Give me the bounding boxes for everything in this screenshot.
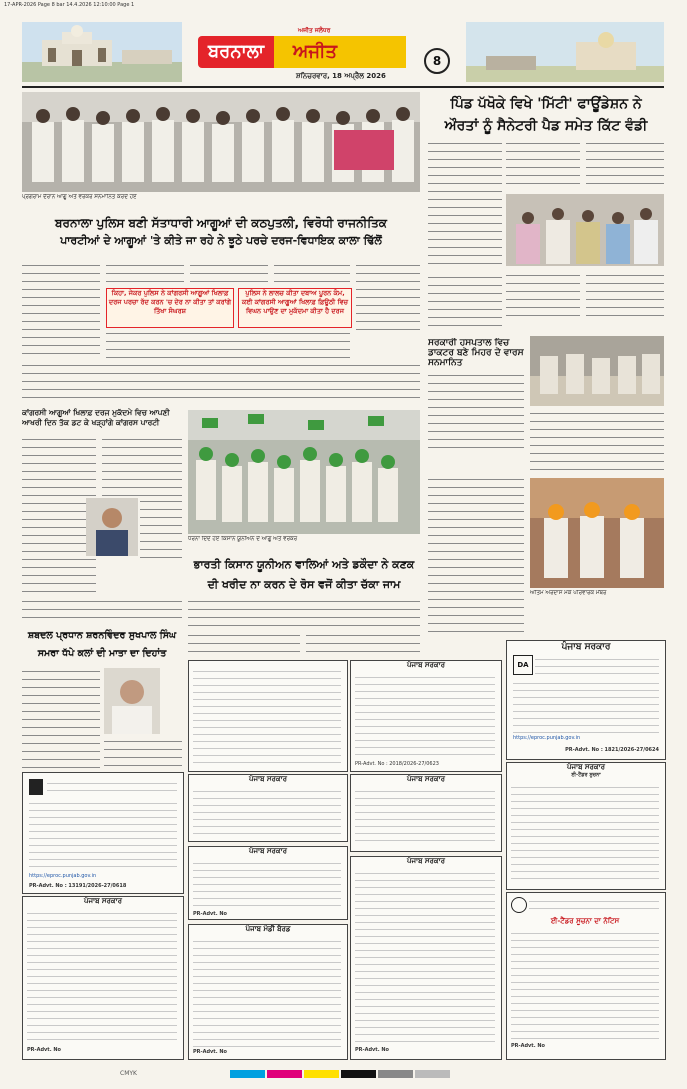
ad-left-bottom-2-ref: PR-Advt. No: [27, 1047, 61, 1053]
ad-mid-2: [188, 846, 348, 920]
seal-icon: [511, 897, 527, 913]
ad-mid-1: [188, 774, 348, 842]
ad-mid-4-lines: [355, 787, 495, 845]
ad-mid-2-lines: [193, 859, 341, 911]
left-mid-col-3: [140, 498, 182, 558]
ad-right-url: https://eproc.punjab.gov.in: [513, 735, 581, 741]
color-registration-bar: [230, 1070, 450, 1078]
right-top-headline-2: ਔਰਤਾਂ ਨੂੰ ਸੈਨੇਟਰੀ ਪੈਡ ਸਮੇਤ ਕਿੱਟ ਵੰਡੀ: [444, 118, 648, 134]
ad-right-3-header-lines: [529, 897, 659, 913]
hospital-headline: ਸਰਕਾਰੀ ਹਸਪਤਾਲ ਵਿਚ ਡਾਕਟਰ ਬਣੇ ਮਿਹਰ ਦੇ ਵਾਰਸ ਸਨਮਾਨਿਤ: [428, 338, 524, 368]
ad-mid-5-title: ਪੰਜਾਬ ਸਰਕਾਰ: [406, 857, 445, 865]
highlight-box-1: ਕਿਹਾ, ਜੇਕਰ ਪੁਲਿਸ ਨੇ ਕਾਂਗਰਸੀ ਆਗੂਆਂ ਖਿਲਾਫ਼ ਦਰਜ ਪਰਚਾ ਰੱਦ ਕਰਨ 'ਚ ਦੇਰ ਨਾ ਕੀਤਾ ਤਾਂ ਕਰਾਂਗੇ ਤਿੱਖਾ ਸੰਘਰਸ਼: [106, 288, 234, 328]
ad-punjab-sarkar-right: [506, 640, 666, 760]
ad-right-2-lines: [511, 783, 659, 879]
masthead-yellow-band: [356, 36, 406, 68]
ad-mid-3-title: ਪੰਜਾਬ ਮੰਡੀ ਬੋਰਡ: [245, 925, 291, 933]
right-top-story-col-1: [428, 140, 502, 270]
protest-caption: ਧਰਨਾ ਦਿੰਦੇ ਹੋਏ ਕਿਸਾਨ ਯੂਨੀਅਨ ਦੇ ਆਗੂ ਅਤੇ ਵਰਕਰ: [188, 536, 298, 542]
page-number: 8: [424, 48, 450, 74]
group-people-illustration: [22, 92, 420, 192]
ad-left-bottom: [22, 772, 184, 894]
man-portrait-illustration: [86, 498, 138, 556]
ad-box-2-lines: [355, 673, 495, 757]
cyan-swatch: [230, 1070, 265, 1078]
ad-mid-5: [350, 856, 502, 1060]
gurdwara-illustration: [22, 22, 182, 82]
emblem-icon: [29, 779, 43, 795]
ad-left-bottom-2: [22, 896, 184, 1060]
ad-box-1: [188, 660, 348, 772]
protest-headline-2: ਦੀ ਖਰੀਦ ਨਾ ਕਰਨ ਦੇ ਰੋਸ ਵਜੋਂ ਕੀਤਾ ਚੱਕਾ ਜਾਮ: [207, 578, 401, 591]
hospital-scene-illustration: [530, 336, 664, 406]
black-swatch: [341, 1070, 376, 1078]
obit-headline-1: ਸ਼ਬਦਲ ਪ੍ਰਧਾਨ ਸ਼ਰਨਵਿੰਦਰ ਸੁਖਪਾਲ ਸਿੰਘ: [27, 630, 177, 641]
ad-mid-2-title: ਪੰਜਾਬ ਸਰਕਾਰ: [248, 847, 287, 855]
highlight-box-2: ਪੁਲਿਸ ਨੇ ਲਾਲਚ ਕੀਤਾ ਦਬਾਅ ਪੂਰਨ ਕੰਮ, ਕਈ ਕਾਂਗਰਸੀ ਆਗੂਆਂ ਖਿਲਾਫ਼ ਫ਼ਿਊਠੀ ਵਿਚ ਵਿਘਨ ਪਾਉਣ ਦਾ ਮੁਕੱਦਮਾ ਕੀਤਾ ਹੈ ਦਰਜ: [238, 288, 352, 328]
left-mid-bottom: [22, 598, 182, 620]
ad-box-2-ref: PR-Advt. No : 2018/2026-27/0623: [355, 761, 439, 767]
protest-headline-1: ਭਾਰਤੀ ਕਿਸਾਨ ਯੂਨੀਅਨ ਵਾਲਿਆਂ ਅਤੇ ਡਕੌਦਾ ਨੇ ਕਣਕ: [193, 558, 415, 571]
masthead-city: ਬਰਨਾਲਾ: [198, 36, 274, 68]
grey-swatch: [378, 1070, 413, 1078]
ad-right-3-ref: PR-Advt. No: [511, 1043, 545, 1049]
protest-photo: [188, 410, 420, 534]
hospital-caption: [530, 410, 664, 470]
ceremony-illustration: [530, 478, 664, 588]
ad-right-2: [506, 762, 666, 890]
lead-col-2-top: [106, 262, 184, 286]
ad-mid-2-ref: PR-Advt. No: [193, 911, 227, 917]
lead-col-2-bottom: [106, 330, 350, 358]
cmyk-label: CMYK: [120, 1070, 137, 1077]
obit-headline-2: ਸਮਰਾ ਧੱਪੇ ਕਲਾਂ ਦੀ ਮਾਤਾ ਦਾ ਦਿਹਾਂਤ: [37, 648, 167, 659]
women-kit-illustration: [506, 194, 664, 266]
right-top-headline-1: ਪਿੰਡ ਪੱਖੋਕੇ ਵਿਖੇ 'ਮਿੱਟੀ' ਫਾਊਂਡੇਸ਼ਨ ਨੇ: [450, 96, 642, 112]
ad-mid-4: [350, 774, 502, 852]
middle-caption: ਅੰਤਿਮ ਅਰਦਾਸ ਮੌਕੇ ਪਰਿਵਾਰਕ ਮੈਂਬਰ: [530, 590, 607, 596]
lead-col-5: [356, 262, 420, 332]
hospital-text: [428, 372, 524, 452]
protest-text-top: [188, 598, 420, 628]
masthead-right-photo: [466, 22, 664, 82]
right-top-story-col-3: [586, 140, 664, 190]
hospital-photo: [530, 336, 664, 406]
magenta-swatch: [267, 1070, 302, 1078]
ad-right-2-title: ਪੰਜਾਬ ਸਰਕਾਰ: [566, 763, 605, 771]
yellow-swatch: [304, 1070, 339, 1078]
center-text-1: [188, 632, 300, 656]
left-mid-headline: ਕਾਂਗਰਸੀ ਆਗੂਆਂ ਖਿਲਾਫ਼ ਦਰਜ ਮੁਕੱਦਮੇ ਵਿਚ ਆਪਣੀ ਆਖਰੀ ਦਿਨ ਤੱਕ ਡਟ ਕੇ ਖੜ੍ਹਾਂਗੇ ਕਾਂਗਰਸ ਪਾਰਟੀ: [22, 408, 170, 427]
lead-headline-2: ਪਾਰਟੀਆਂ ਦੇ ਆਗੂਆਂ 'ਤੇ ਕੀਤੇ ਜਾ ਰਹੇ ਨੇ ਝੂਠੇ ਪਰਚੇ ਦਰਜ-ਵਿਧਾਇਕ ਕਾਲਾ ਢਿੱਲੋਂ: [60, 234, 382, 247]
obit-text: [22, 668, 100, 768]
ad-left-bottom-2-lines: [27, 909, 177, 1043]
ad-right-dept-lines: [535, 655, 659, 675]
portrait-photo: [86, 498, 138, 556]
ad-mid-3-ref: PR-Advt. No: [193, 1049, 227, 1055]
masthead-paper-name: ਅਜੀਤ: [274, 36, 356, 68]
top-group-photo: [22, 92, 420, 192]
right-story-col-3b: [586, 272, 664, 318]
ceremony-photo: [530, 478, 664, 588]
lead-col-1: [22, 262, 100, 358]
print-strip: 17-APR-2026 Page 8 bar 14.4.2026 12:10:00 Page 1: [4, 2, 135, 8]
obit-portrait: [104, 668, 160, 734]
ad-box-2: [350, 660, 502, 772]
right-story-col-1b: [428, 274, 502, 332]
center-text-2: [306, 632, 420, 656]
lead-col-4-top: [274, 262, 350, 286]
obit-text-2: [104, 738, 182, 768]
lead-headline-1: ਬਰਨਾਲਾ ਪੁਲਿਸ ਬਣੀ ਸੱਤਾਧਾਰੀ ਆਗੂਆਂ ਦੀ ਕਠਪੁਤਲੀ, ਵਿਰੋਧੀ ਰਾਜਨੀਤਿਕ: [55, 216, 387, 230]
masthead-date: ਸ਼ਨਿਚਰਵਾਰ, 18 ਅਪ੍ਰੈਲ 2026: [296, 72, 386, 80]
ad-mid-4-title: ਪੰਜਾਬ ਸਰਕਾਰ: [406, 775, 445, 783]
temple-illustration: [466, 22, 664, 82]
ad-right-3: [506, 892, 666, 1060]
ad-mid-5-ref: PR-Advt. No: [355, 1047, 389, 1053]
masthead-building-photo: [22, 22, 182, 82]
woman-portrait-illustration: [104, 668, 160, 734]
lightgrey-swatch: [415, 1070, 450, 1078]
ad-box-1-lines: [193, 667, 341, 765]
lead-bottom-text: [22, 362, 420, 402]
ad-mid-5-lines: [355, 869, 495, 1045]
da-logo-icon: DA: [513, 655, 533, 675]
masthead-rule: [22, 86, 664, 88]
ad-left-url: https://eproc.punjab.gov.in: [29, 873, 97, 879]
ad-left-header-lines: [47, 779, 177, 795]
ad-right-title: ਪੰਜਾਬ ਸਰਕਾਰ: [561, 642, 611, 652]
ad-left-bottom-2-title: ਪੰਜਾਬ ਸਰਕਾਰ: [83, 897, 122, 905]
ad-mid-1-lines: [193, 787, 341, 837]
ad-right-body-lines: [513, 679, 659, 733]
ad-right-3-title: ਈ-ਟੈਂਡਰ ਸੂਚਨਾ ਦਾ ਨੋਟਿਸ: [550, 917, 620, 925]
ad-right-2-subtitle: ਈ-ਟੈਂਡਰ ਸੂਚਨਾ: [571, 772, 601, 778]
left-mid-col-2: [102, 436, 182, 496]
ad-right-ref: PR-Advt. No : 1821/2026-27/0624: [565, 747, 659, 753]
foundation-photo: [506, 194, 664, 266]
right-mid-text: [428, 476, 524, 636]
farmers-protest-illustration: [188, 410, 420, 534]
lead-col-3-top: [190, 262, 268, 286]
ad-mid-3: [188, 924, 348, 1060]
masthead-tagline: ਅਜੀਤ ਜਲੰਧਰ: [298, 27, 331, 34]
ad-left-ref: PR-Advt. No : 13191/2026-27/0618: [29, 883, 127, 889]
left-mid-col-1: [22, 436, 96, 596]
ad-box-2-title: ਪੰਜਾਬ ਸਰਕਾਰ: [406, 661, 445, 669]
top-photo-caption: ਪ੍ਰੋਗਰਾਮ ਦੌਰਾਨ ਆਗੂ ਅਤੇ ਵਰਕਰ ਸਨਮਾਨਿਤ ਕਰਦੇ ਹੋਏ: [22, 194, 137, 200]
right-story-col-2b: [506, 272, 580, 318]
ad-mid-1-title: ਪੰਜਾਬ ਸਰਕਾਰ: [248, 775, 287, 783]
ad-right-3-lines: [511, 929, 659, 1039]
ad-mid-3-lines: [193, 937, 341, 1047]
ad-left-body-lines: [29, 799, 177, 871]
right-top-story-col-2: [506, 140, 580, 190]
